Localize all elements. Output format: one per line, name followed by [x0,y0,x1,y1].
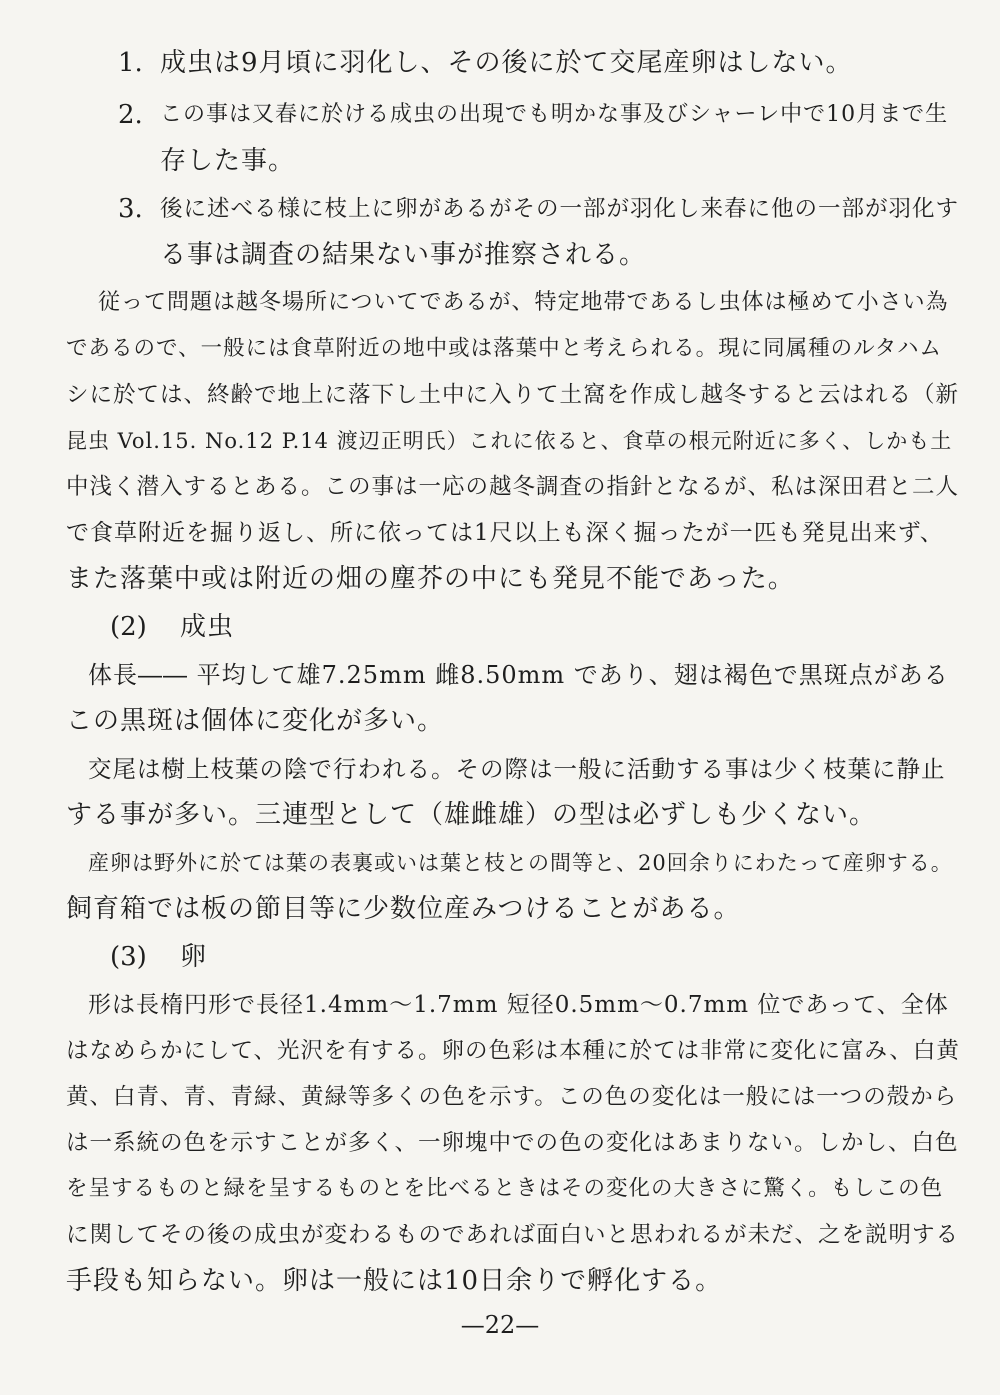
page-number: —22— [460,1311,540,1339]
para5-line-1: 形は長楕円形で長径1.4mm〜1.7mm 短径0.5mm〜0.7mm 位であって、全体 [88,992,949,1018]
para5-line-7: 手段も知らない。卵は一般には10日余りで孵化する。 [66,1266,723,1296]
list-item-3-line-1: 後に述べる様に枝上に卵があるがその一部が羽化し来春に他の一部が羽化す [160,196,960,222]
para2-line-1: 体長―― 平均して雄7.25mm 雌8.50mm であり、翅は褐色で黒斑点がある [88,661,949,689]
para5-line-4: は一系統の色を示すことが多く、一卵塊中での色の変化はあまりない。しかし、白色 [66,1130,959,1156]
list-item-3-line-2: る事は調査の結果ない事が推察される。 [160,240,647,270]
list-item-2-line-2: 存した事。 [160,146,296,176]
list-item-1-line-1: 成虫は9月頃に羽化し、その後に於て交尾産卵はしない。 [160,48,853,78]
para5-line-6: に関してその後の成虫が変わるものであれば面白いと思われるが未だ、之を説明する [66,1222,960,1248]
para1-line-2: であるので、一般には食草附近の地中或は落葉中と考えられる。現に同属種のルタハム [66,336,942,361]
list-number-3: 3. [118,194,143,224]
para5-line-3: 黄、白青、青、青緑、黄緑等多くの色を示す。この色の変化は一般には一つの殻から [66,1084,958,1110]
section-3-number: (3) [110,942,147,972]
list-item-2-line-1: この事は又春に於ける成虫の出現でも明かな事及びシャーレ中で10月まで生 [160,102,949,127]
section-3-title: 卵 [180,942,208,972]
para1-line-4: 昆虫 Vol.15. No.12 P.14 渡辺正明氏）これに依ると、食草の根元附近に多く、しかも土 [66,429,953,453]
para1-line-5: 中浅く潜入するとある。この事は一応の越冬調査の指針となるが、私は深田君と二人 [66,474,960,500]
para3-line-2: する事が多い。三連型として（雄雌雄）の型は必ずしも少くない。 [66,800,877,830]
para4-line-1: 産卵は野外に於ては葉の表裏或いは葉と枝との間等と、20回余りにわたって産卵する。 [88,851,953,875]
para1-line-1: 従って問題は越冬場所についてであるが、特定地帯であるし虫体は極めて小さい為 [98,290,949,315]
list-number-2: 2. [118,100,143,130]
para5-line-5: を呈するものと緑を呈するものとを比べるときはその変化の大きさに驚く。もしこの色 [66,1176,944,1201]
section-2-number: (2) [110,612,147,642]
para5-line-2: はなめらかにして、光沢を有する。卵の色彩は本種に於ては非常に変化に富み、白黄 [66,1038,960,1064]
para1-line-7: また落葉中或は附近の畑の塵芥の中にも発見不能であった。 [66,564,795,594]
list-number-1: 1. [118,48,143,78]
para3-line-1: 交尾は樹上枝葉の陰で行われる。その際は一般に活動する事は少く枝葉に静止 [88,755,946,783]
para2-line-2: この黒斑は個体に変化が多い。 [66,706,445,736]
para1-line-3: シに於ては、終齢で地上に落下し土中に入りて土窩を作成し越冬すると云はれる（新 [66,382,960,408]
section-2-title: 成虫 [180,612,235,642]
para4-line-2: 飼育箱では板の節目等に少数位産みつけることがある。 [66,894,741,924]
para1-line-6: で食草附近を掘り返し、所に依っては1尺以上も深く掘ったが一匹も発見出来ず、 [66,520,944,546]
